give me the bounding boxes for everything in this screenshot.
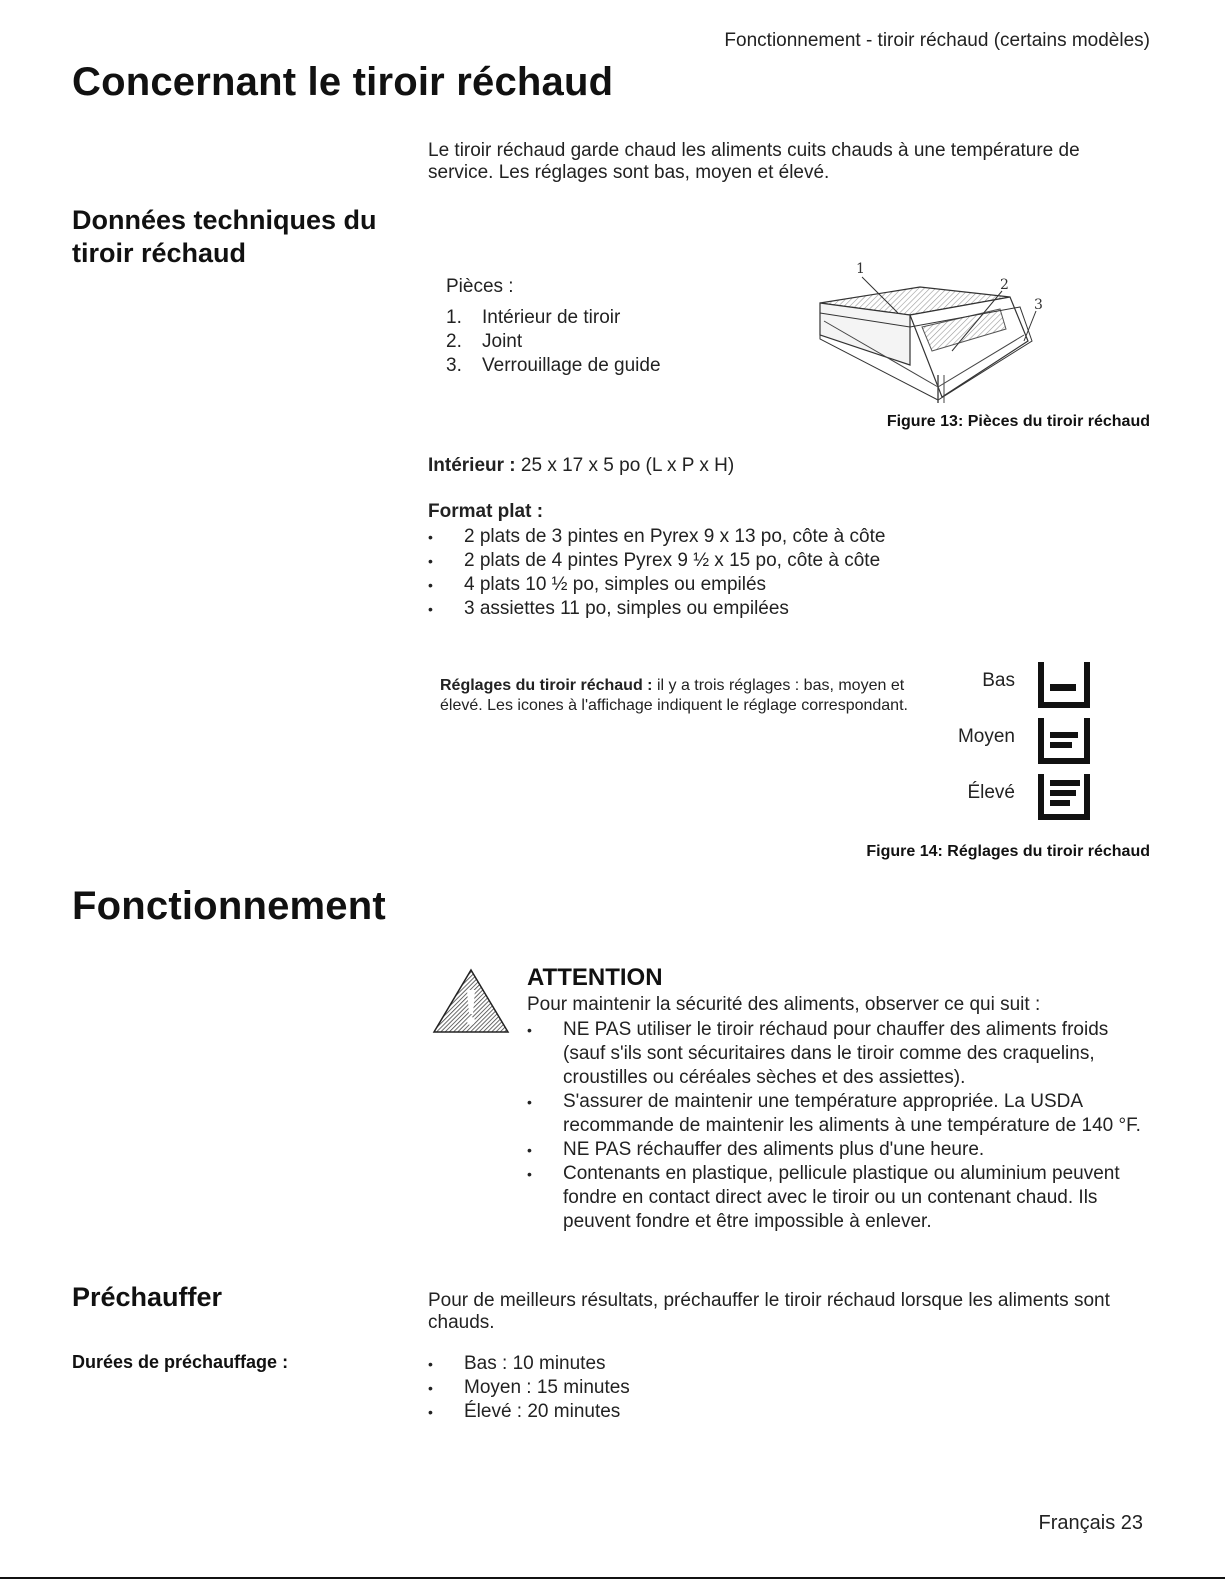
durations-list xyxy=(428,1352,928,1424)
list-item: 3. Verrouillage de guide xyxy=(446,355,661,376)
section-title-specs-line1: Données techniques du xyxy=(72,205,377,235)
setting-high-icon xyxy=(1038,774,1090,820)
list-item: • Bas : 10 minutes xyxy=(428,1352,928,1376)
list-item: • 2 plats de 3 pintes en Pyrex 9 x 13 po, côte à côte xyxy=(428,525,1128,549)
list-item: • NE PAS réchauffer des aliments plus d'une heure. xyxy=(527,1138,1147,1162)
list-item: • 2 plats de 4 pintes Pyrex 9 ½ x 15 po, côte à côte xyxy=(428,549,1128,573)
attention-intro: Pour maintenir la sécurité des aliments, observer ce qui suit : xyxy=(527,994,1041,1015)
warning-icon xyxy=(432,968,510,1034)
list-item: • NE PAS utiliser le tiroir réchaud pour chauffer des aliments froids (sauf s'ils sont sécuritaires dans le tiroir comme des craquelins, croustilles ou céréales sèches et des assiettes). xyxy=(527,1018,1147,1090)
setting-label-low: Bas xyxy=(982,670,1015,691)
list-item: • Élevé : 20 minutes xyxy=(428,1400,928,1424)
list-item: • Moyen : 15 minutes xyxy=(428,1376,928,1400)
list-item: • 4 plats 10 ½ po, simples ou empilés xyxy=(428,573,1128,597)
list-item: 2. Joint xyxy=(446,331,523,352)
format-list xyxy=(428,525,1128,621)
list-item: • Contenants en plastique, pellicule plastique ou aluminium peuvent fondre en contact direct avec le tiroir ou un contenant chaud. Ils peuvent fondre et être impossible à enlever. xyxy=(527,1162,1147,1234)
settings-description xyxy=(440,676,920,716)
list-item: • 3 assiettes 11 po, simples ou empilées xyxy=(428,597,1128,621)
durations-heading: Durées de préchauffage : xyxy=(72,1352,289,1372)
intro-paragraph: Le tiroir réchaud garde chaud les aliments cuits chauds à une température de service. Les réglages sont bas, moyen et élevé. xyxy=(428,140,1080,183)
settings-label: Réglages du tiroir réchaud : xyxy=(440,677,653,694)
figure-13-caption: Figure 13: Pièces du tiroir réchaud xyxy=(886,413,1150,430)
setting-label-high: Élevé xyxy=(967,782,1015,803)
setting-low-icon xyxy=(1038,662,1090,708)
section-title-specs-line2: tiroir réchaud xyxy=(72,238,247,268)
section-title-operation: Fonctionnement xyxy=(72,884,386,928)
parts-heading: Pièces : xyxy=(446,276,514,297)
attention-title: ATTENTION xyxy=(527,964,663,991)
setting-label-medium: Moyen xyxy=(957,726,1015,747)
interior-spec xyxy=(428,455,734,477)
callout-1: 1 xyxy=(856,261,865,277)
settings-text: il y a trois réglages : bas, moyen et élevé. Les icones à l'affichage indiquent le réglage correspondant. xyxy=(440,677,908,714)
interior-label: Intérieur : xyxy=(428,455,516,476)
section-title-about: Concernant le tiroir réchaud xyxy=(72,60,614,104)
running-header: Fonctionnement - tiroir réchaud (certains modèles) xyxy=(724,30,1150,51)
bottom-rule xyxy=(0,1577,1225,1579)
drawer-illustration xyxy=(810,255,1050,415)
figure-14-caption: Figure 14: Réglages du tiroir réchaud xyxy=(866,843,1150,860)
page-number: Français 23 xyxy=(1038,1512,1143,1534)
list-item: 1. Intérieur de tiroir xyxy=(446,307,621,328)
interior-value: 25 x 17 x 5 po (L x P x H) xyxy=(520,455,735,476)
attention-list xyxy=(527,1018,1147,1234)
callout-2: 2 xyxy=(1000,277,1009,293)
section-title-preheat: Préchauffer xyxy=(72,1282,223,1312)
parts-list xyxy=(446,306,661,378)
list-item: • S'assurer de maintenir une température appropriée. La USDA recommande de maintenir les aliments à une température de 140 °F. xyxy=(527,1090,1147,1138)
setting-medium-icon xyxy=(1038,718,1090,764)
format-heading: Format plat : xyxy=(428,501,544,522)
callout-3: 3 xyxy=(1034,297,1043,313)
preheat-paragraph: Pour de meilleurs résultats, préchauffer le tiroir réchaud lorsque les aliments sont chauds. xyxy=(428,1290,1110,1333)
section-title-specs xyxy=(72,204,377,270)
